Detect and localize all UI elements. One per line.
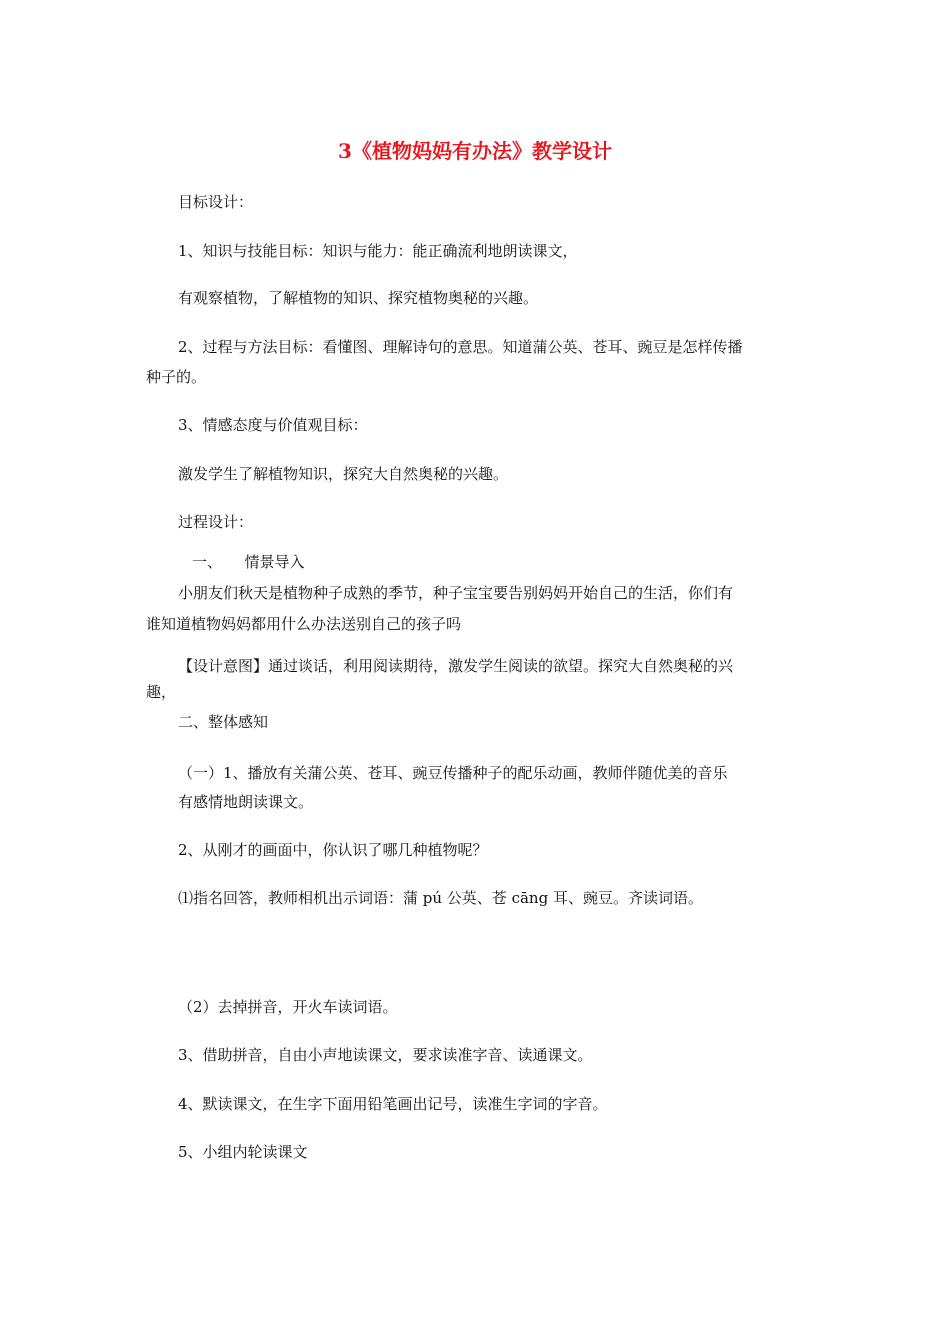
paragraph-line: 有观察植物，了解植物的知识、探究植物奥秘的兴趣。 [178, 289, 539, 307]
section-heading-process: 过程设计： [178, 513, 254, 531]
paragraph-line: 谁知道植物妈妈都用什么办法送别自己的孩子吗 [146, 615, 462, 633]
subsection-heading: 二、整体感知 [178, 713, 269, 731]
section-heading-goals: 目标设计： [178, 193, 254, 211]
paragraph-line: 5、小组内轮读课文 [178, 1143, 308, 1161]
paragraph-line: 激发学生了解植物知识，探究大自然奥秘的兴趣。 [178, 465, 509, 483]
paragraph-line: （一）1、播放有关蒲公英、苍耳、豌豆传播种子的配乐动画，教师伴随优美的音乐 [178, 764, 728, 782]
paragraph-line: 趣， [146, 683, 177, 701]
paragraph-line: 3、借助拼音，自由小声地读课文，要求读准字音、读通课文。 [178, 1046, 593, 1064]
paragraph-line: 小朋友们秋天是植物种子成熟的季节，种子宝宝要告别妈妈开始自己的生活，你们有 [178, 584, 734, 602]
subsection-heading: 一、 情景导入 [192, 553, 305, 571]
paragraph-line: 1、知识与技能目标：知识与能力：能正确流利地朗读课文， [178, 242, 578, 260]
paragraph-line: 【设计意图】通过谈话，利用阅读期待，激发学生阅读的欲望。探究大自然奥秘的兴 [178, 657, 734, 675]
paragraph-line: 2、从刚才的画面中，你认识了哪几种植物呢？ [178, 841, 488, 859]
paragraph-line: ⑴指名回答，教师相机出示词语：蒲 pú 公英、苍 cāng 耳、豌豆。齐读词语。 [178, 889, 703, 907]
paragraph-line: 种子的。 [146, 368, 207, 386]
paragraph-line: 4、默读课文，在生字下面用铅笔画出记号，读准生字词的字音。 [178, 1095, 608, 1113]
document-title: 3《植物妈妈有办法》教学设计 [338, 139, 612, 163]
paragraph-line: （2）去掉拼音，开火车读词语。 [178, 998, 398, 1016]
paragraph-line: 2、过程与方法目标：看懂图、理解诗句的意思。知道蒲公英、苍耳、豌豆是怎样传播 [178, 338, 743, 356]
paragraph-line: 有感情地朗读课文。 [178, 793, 314, 811]
paragraph-line: 3、情感态度与价值观目标： [178, 416, 368, 434]
